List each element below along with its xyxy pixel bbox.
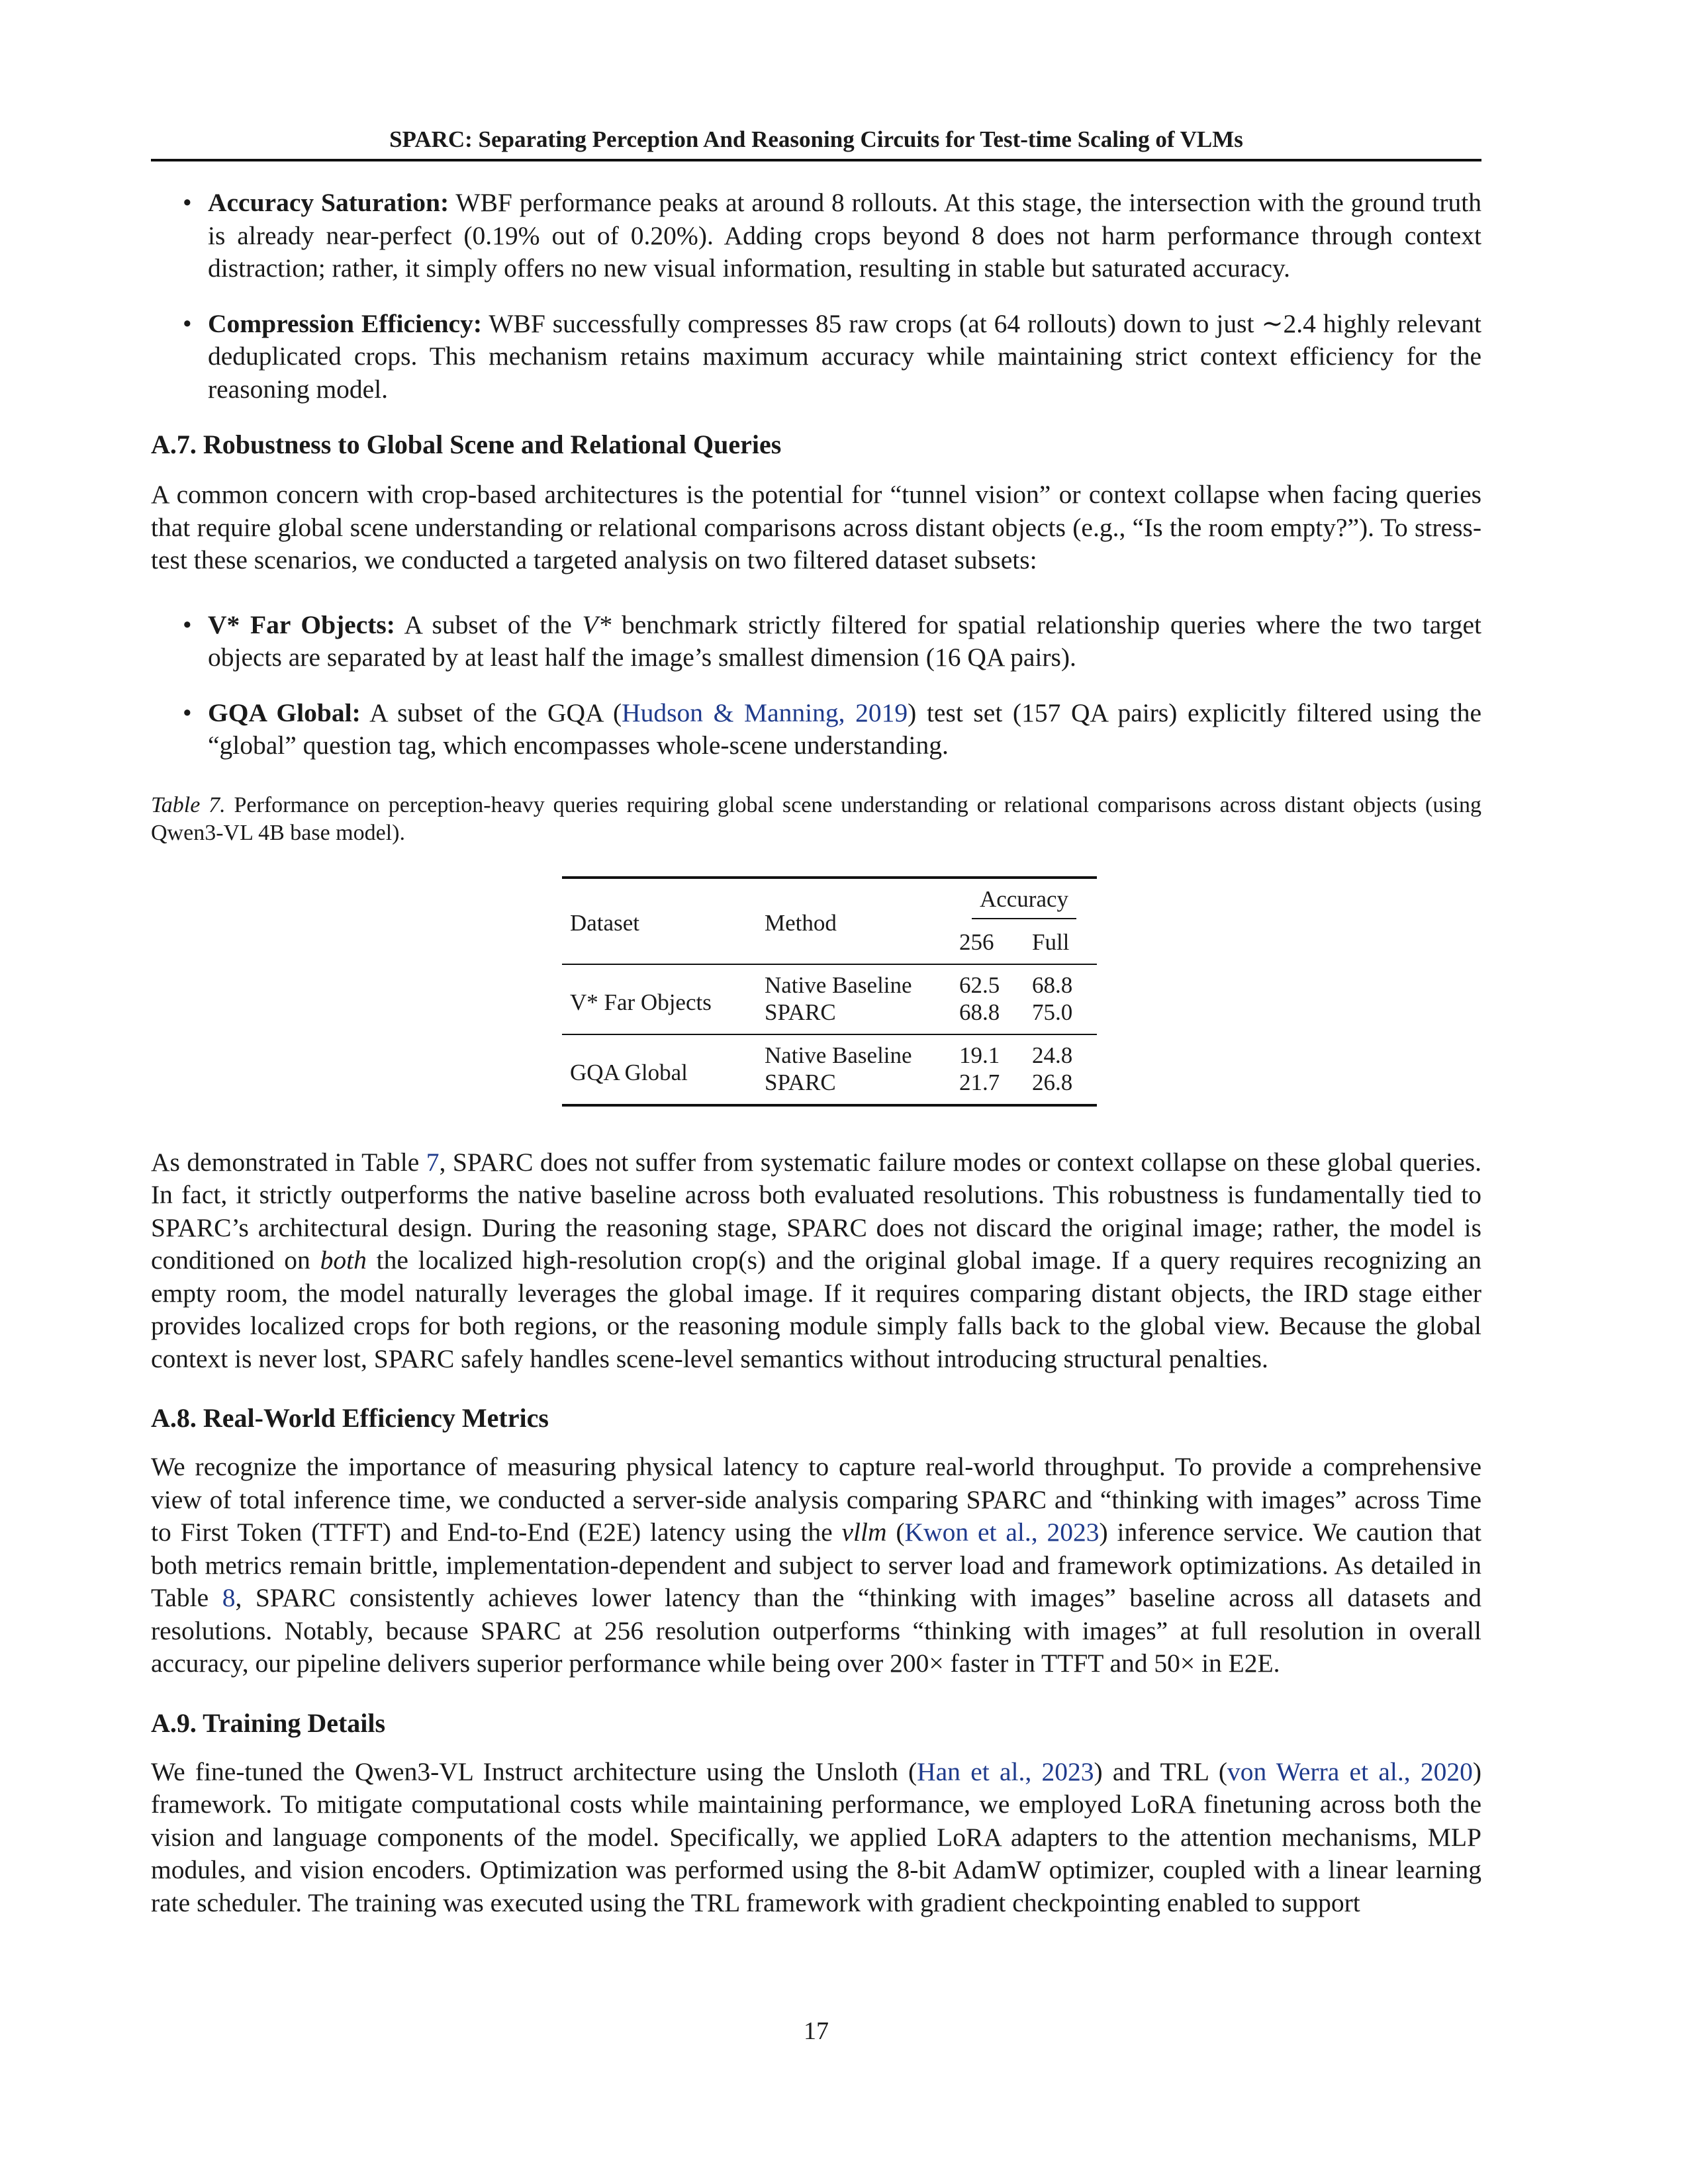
section-heading-a9: A.9. Training Details: [151, 1707, 386, 1738]
col-header-full: Full: [1031, 929, 1070, 955]
citation-link[interactable]: Kwon et al., 2023: [904, 1518, 1100, 1547]
bullet-dot: •: [183, 189, 192, 217]
results-table: [562, 876, 1097, 1107]
bullet-list-a7: [151, 609, 1481, 762]
header-rule: [151, 159, 1481, 161]
col-header-256: 256: [959, 929, 994, 955]
text-run: the localized high-resolution crop(s) and the original global image. If a query requires recognizing an empty room, the model naturally leverages the global image. If it requires comparing distant objects, the IRD stage either provides localized crops for both regions, or the reasoning module simply falls back to the global view. Because the global context is never lost, SPARC safely handles scene-level semantics without introducing structural penalties.: [151, 1246, 1481, 1373]
text-run: ) and TRL (: [1094, 1756, 1228, 1786]
paragraph-a9: [151, 1756, 1481, 1920]
bullet-term: Compression Efficiency:: [208, 308, 482, 338]
bullet-term: Accuracy Saturation:: [208, 188, 449, 217]
method-cell: Native Baseline: [765, 972, 912, 998]
bullet-dot: •: [183, 309, 192, 338]
value-full: 68.8: [1031, 972, 1073, 998]
bullet-text: A subset of the GQA (: [360, 698, 622, 727]
table-label: Table 7.: [151, 792, 226, 817]
text-run: We fine-tuned the Qwen3-VL Instruct architecture using the Unsloth (: [151, 1756, 917, 1786]
text-run: ) framework. To mitigate computational costs while maintaining performance, we employed LoRA finetuning across both the vision and language components of the model. Specifically, we applied LoRA adapters to the attention mechanisms, MLP modules, and vision encoders. Optimization was performed using the 8-bit AdamW optimizer, coupled with a linear learning rate scheduler. The training was executed using the TRL framework with gradient checkpointing enabled to support: [151, 1756, 1481, 1917]
dataset-name: V* Far Objects: [570, 989, 712, 1015]
value-full: 24.8: [1031, 1042, 1073, 1068]
bullet-text: ) test set (157 QA pairs) explicitly filtered using the “global” question tag, which encompasses whole-scene understanding.: [208, 698, 1481, 760]
table-row: [562, 1034, 1097, 1069]
table-caption: [151, 792, 1481, 847]
page-body: [151, 187, 1481, 1919]
table-ref-link[interactable]: 8: [222, 1583, 236, 1612]
emphasis-text: both: [320, 1246, 367, 1275]
paragraph-a7: A common concern with crop-based architectures is the potential for “tunnel vision” or context collapse when facing queries that require global scene understanding or relational comparisons across distant objects (e.g., “Is the room empty?”). To stress-test these scenarios, we conducted a targeted analysis on two filtered dataset subsets:: [151, 480, 1481, 574]
paragraph-a8: [151, 1451, 1481, 1680]
bullet-list-top: [151, 187, 1481, 406]
col-header-method: Method: [765, 910, 837, 936]
method-cell: Native Baseline: [765, 1042, 912, 1068]
value-256: 68.8: [959, 999, 1000, 1025]
bullet-item: [151, 308, 1481, 406]
method-cell: SPARC: [765, 1069, 836, 1095]
citation-link[interactable]: Hudson & Manning, 2019: [622, 698, 908, 727]
emphasis-text: vllm: [841, 1518, 887, 1547]
caption-text: Performance on perception-heavy queries requiring global scene understanding or relational comparisons across distant objects (using Qwen3-VL 4B base model).: [151, 792, 1481, 845]
value-full: 26.8: [1031, 1069, 1073, 1095]
bullet-dot: •: [183, 610, 192, 639]
bullet-item: [151, 609, 1481, 674]
text-run: ) inference service. We caution that both metrics remain brittle, implementation-dependent and subject to server load and framework optimizations. As detailed in Table: [151, 1518, 1482, 1612]
section-heading-a7: A.7. Robustness to Global Scene and Relational Queries: [151, 430, 782, 459]
bullet-dot: •: [183, 698, 192, 727]
bullet-text: benchmark strictly filtered for spatial relationship queries where the two target objects are separated by at least half the image’s smallest dimension (16 QA pairs).: [208, 610, 1481, 672]
section-heading-a8: A.8. Real-World Efficiency Metrics: [151, 1403, 549, 1433]
method-cell: SPARC: [765, 999, 836, 1025]
value-256: 21.7: [959, 1069, 1000, 1095]
bullet-text: A subset of the: [395, 610, 583, 639]
value-256: 62.5: [959, 972, 1000, 998]
bullet-item: [151, 697, 1481, 762]
math-symbol: V*: [582, 610, 612, 639]
bullet-text: WBF successfully compresses 85 raw crops (at 64 rollouts) down to just ∼2.4 highly relevant deduplicated crops. This mechanism retains maximum accuracy while maintaining strict context efficiency for the reasoning model.: [208, 308, 1481, 404]
col-header-accuracy: [951, 878, 1097, 925]
text-run: , SPARC does not suffer from systematic failure modes or context collapse on these global queries. In fact, it strictly outperforms the native baseline across both evaluated resolutions. This robustness is fundamentally tied to SPARC’s architectural design. During the reasoning stage, SPARC does not discard the original image; rather, the model is conditioned on: [151, 1147, 1481, 1275]
citation-link[interactable]: Han et al., 2023: [917, 1756, 1094, 1786]
table-row: [562, 964, 1097, 999]
bullet-text: WBF performance peaks at around 8 rollouts. At this stage, the intersection with the ground truth is already near-perfect (0.19% out of 0.20%). Adding crops beyond 8 does not harm performance through context distraction; rather, it simply offers no new visual information, resulting in stable but saturated accuracy.: [208, 188, 1481, 283]
col-header-dataset: Dataset: [570, 910, 639, 936]
dataset-name: GQA Global: [570, 1060, 688, 1085]
accuracy-label: Accuracy: [972, 886, 1076, 919]
value-full: 75.0: [1031, 999, 1073, 1025]
text-run: , SPARC consistently achieves lower latency than the “thinking with images” baseline across all datasets and resolutions. Notably, because SPARC at 256 resolution outperforms “thinking with images” at full resolution in overall accuracy, our pipeline delivers superior performance while being over 200× faster in TTFT and 50× in E2E.: [151, 1583, 1481, 1678]
text-run: We recognize the importance of measuring physical latency to capture real-world throughput. To provide a comprehensive view of total inference time, we conducted a server-side analysis comparing SPARC and “thinking with images” across Time to First Token (TTFT) and End-to-End (E2E) latency using the: [151, 1452, 1481, 1547]
dataset-cell: [562, 1034, 757, 1105]
table-7: [562, 876, 1097, 1107]
table-header-row: [562, 878, 1097, 925]
page-number: 17: [804, 2017, 829, 2045]
citation-link[interactable]: von Werra et al., 2020: [1227, 1756, 1473, 1786]
bullet-term: GQA Global:: [208, 698, 361, 727]
running-header: SPARC: Separating Perception And Reasoning Circuits for Test-time Scaling of VLMs: [389, 126, 1243, 152]
text-run: (: [886, 1518, 905, 1547]
value-256: 19.1: [959, 1042, 1000, 1068]
dataset-cell: [562, 964, 757, 1034]
paragraph-after-table: [151, 1146, 1481, 1376]
bullet-term: V* Far Objects:: [208, 610, 395, 639]
table-ref-link[interactable]: 7: [426, 1147, 440, 1177]
bullet-item: [151, 187, 1481, 285]
text-run: As demonstrated in Table: [151, 1147, 426, 1177]
